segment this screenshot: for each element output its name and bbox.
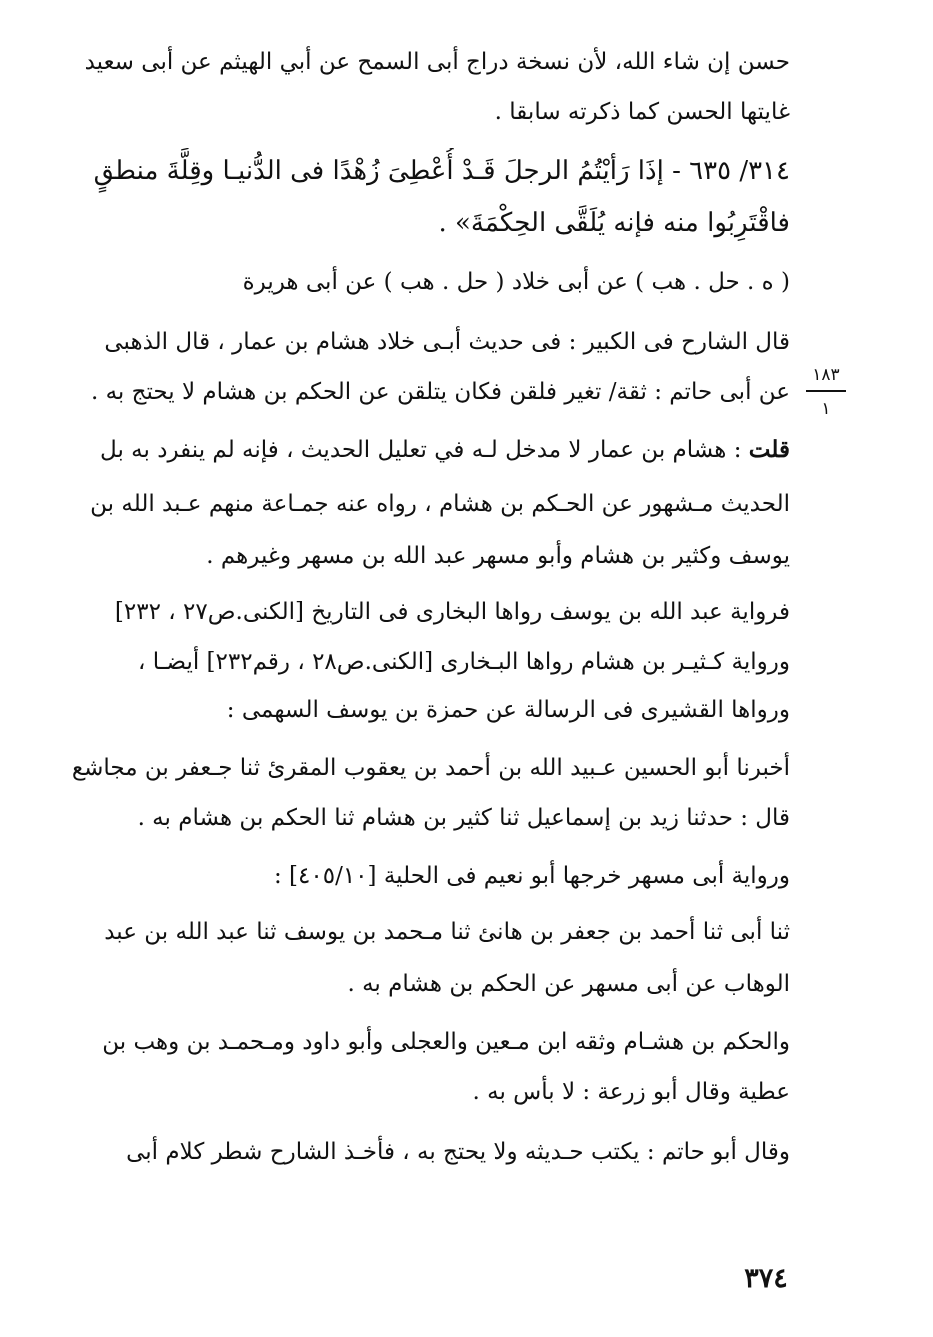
page-number: ٣٧٤: [744, 1263, 788, 1294]
text-line: والحكم بن هشـام وثقه ابن مـعين والعجلى وأبو داود ومـحمـد بن وهب بن: [102, 1029, 790, 1055]
text-line: [70, 430, 790, 470]
text-line: قال : حدثنا زيد بن إسماعيل ثنا كثير بن هشام ثنا الحكم بن هشام به .: [137, 805, 790, 831]
margin-divider: [806, 390, 846, 392]
text-line: ورواية كـثيـر بن هشام رواها البـخارى [الكنى.ص٢٨ ، رقم٢٣٢] أيضـا ،: [138, 649, 790, 675]
text-line: الحديث مـشهور عن الحـكم بن هشام ، رواه عنه جمـاعة منهم عـبد الله بن: [90, 491, 790, 517]
text-line: ورواها القشيرى فى الرسالة عن حمزة بن يوسف السهمى :: [226, 697, 790, 723]
text-line: عن أبى حاتم : ثقة/ تغير فلقن فكان يتلقن عن الحكم بن هشام لا يحتج به .: [90, 379, 790, 405]
hadith-line: ٣١٤/ ٦٣٥ - إذَا رَأيْتُمُ الرجلَ قَـدْ أُعْطِىَ زُهْدًا فى الدُّنيـا وقِلَّةَ منطقٍ: [93, 156, 790, 186]
text-line: غايتها الحسن كما ذكرته سابقا .: [494, 99, 790, 125]
text-line: ثنا أبى ثنا أحمد بن جعفر بن هانئ ثنا مـحمد بن يوسف ثنا عبد الله بن عبد: [104, 919, 790, 945]
text-line: حسن إن شاء الله، لأن نسخة دراج أبى السمح عن أبي الهيثم عن أبى سعيد: [84, 49, 790, 75]
text-line: الوهاب عن أبى مسهر عن الحكم بن هشام به .: [347, 971, 790, 997]
text-line: يوسف وكثير بن هشام وأبو مسهر عبد الله بن مسهر وغيرهم .: [206, 543, 790, 569]
text-span: : هشام بن عمار لا مدخل لـه في تعليل الحديث ، فإنه لم ينفرد به بل: [100, 437, 742, 463]
qultu-label: قلت: [748, 436, 790, 463]
text-line: ورواية أبى مسهر خرجها أبو نعيم فى الحلية [٤٠٥/١٠] :: [273, 863, 790, 889]
hadith-line: فاقْتَرِبُوا منه فإنه يُلَقَّى الحِكْمَةَ» .: [438, 208, 790, 238]
text-line: عطية وقال أبو زرعة : لا بأس به .: [472, 1079, 790, 1105]
source-line: ( ه . حل . هب ) عن أبى خلاد ( حل . هب ) عن أبى هريرة: [242, 269, 790, 295]
text-line: وقال أبو حاتم : يكتب حـديثه ولا يحتج به ، فأخـذ الشارح شطر كلام أبى: [126, 1139, 790, 1165]
text-line: قال الشارح فى الكبير : فى حديث أبـى خلاد هشام بن عمار ، قال الذهبى: [104, 329, 790, 355]
margin-note-bottom: ١: [821, 399, 831, 419]
text-line: فرواية عبد الله بن يوسف رواها البخارى فى التاريخ [الكنى.ص٢٧ ، ٢٣٢]: [114, 599, 790, 625]
text-line: أخبرنا أبو الحسين عـبيد الله بن أحمد بن يعقوب المقرئ ثنا جـعفر بن مجاشع: [71, 755, 790, 781]
margin-note-top: ١٨٣: [812, 365, 840, 385]
